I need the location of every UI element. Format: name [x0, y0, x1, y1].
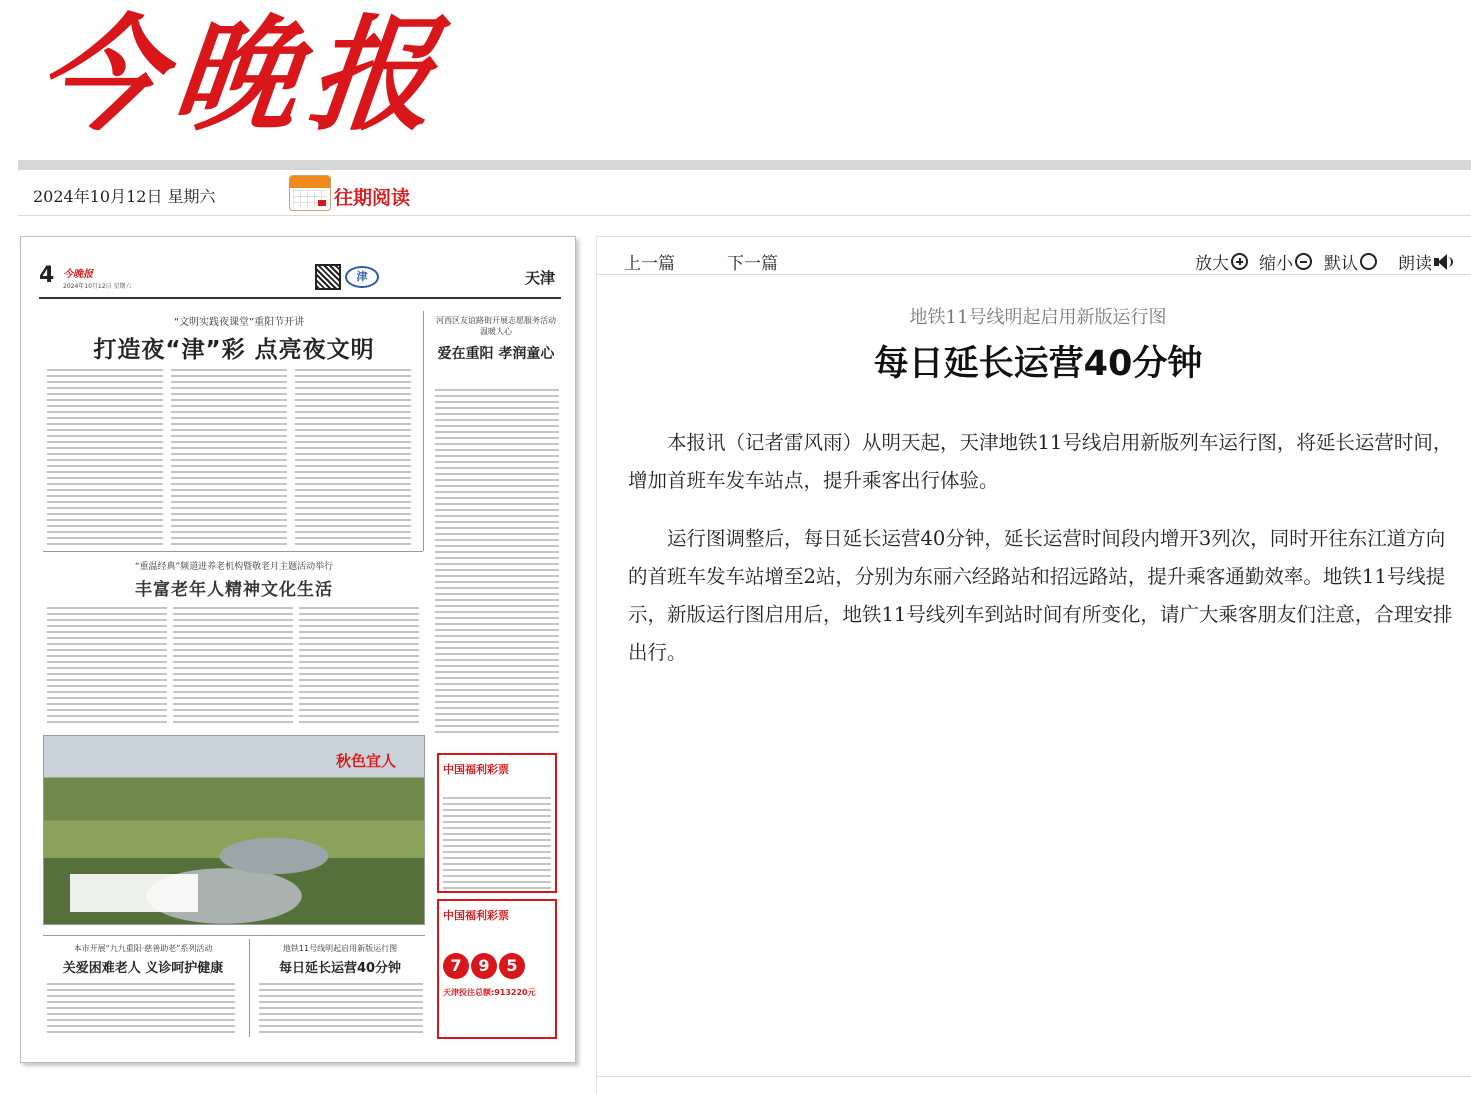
article-headline: 每日延长运营40分钟 — [873, 344, 1203, 384]
jin-badge: 津 — [345, 266, 379, 288]
story1-text-col3 — [295, 367, 411, 549]
column-rule — [423, 311, 424, 551]
archive-link[interactable]: 往期阅读 — [334, 187, 411, 209]
masthead — [0, 0, 1471, 160]
prev-article-link[interactable]: 上一篇 — [624, 254, 675, 274]
read-aloud-label: 朗读 — [1398, 254, 1432, 274]
lottery2-balls — [443, 953, 527, 979]
article-bottom-rule — [597, 1076, 1471, 1077]
photo-caption — [70, 874, 198, 912]
calendar-icon[interactable] — [289, 175, 331, 211]
story4-kicker: 本市开展“九九重阳·慈善助老”系列活动 — [73, 944, 213, 953]
logo-text: 今晚报 — [30, 3, 454, 148]
story5-text — [259, 981, 423, 1037]
lottery1-title: 中国福利彩票 — [443, 763, 509, 776]
lottery-ball: 7 — [443, 953, 469, 979]
story1-headline[interactable]: 打造夜“津”彩 点亮夜文明 — [93, 337, 375, 363]
next-article-link[interactable]: 下一篇 — [727, 254, 778, 274]
lottery2-amount: 天津投注总额:913220元 — [443, 988, 536, 997]
article-toolbar — [597, 236, 1471, 275]
story2-headline[interactable]: 爱在重阳 孝润童心 — [437, 346, 555, 362]
story4-headline[interactable]: 关爱困难老人 义诊呵护健康 — [62, 961, 224, 976]
article-subtitle: 地铁11号线明起启用新版运行图 — [909, 307, 1167, 328]
story1-text-col1 — [47, 367, 163, 549]
story4-text — [47, 981, 235, 1037]
section-rule — [43, 551, 423, 552]
newspaper-page — [39, 259, 561, 1039]
read-aloud-button[interactable] — [1398, 249, 1454, 274]
story1-kicker: “文明实践夜课堂”重阳节开讲 — [173, 317, 305, 328]
zoom-out-button[interactable] — [1259, 249, 1312, 274]
plus-circle-icon — [1231, 253, 1248, 270]
story3-headline[interactable]: 丰富老年人精神文化生活 — [135, 580, 333, 600]
qr-code-icon — [315, 264, 341, 290]
page-date: 2024年10月12日 星期六 — [63, 283, 132, 290]
story3-text-col2 — [173, 605, 293, 723]
lottery-box-1 — [437, 753, 557, 893]
story5-kicker: 地铁11号线明起启用新版运行图 — [282, 944, 398, 953]
article-panel — [596, 236, 1471, 1093]
minus-circle-icon — [1295, 253, 1312, 270]
article-body — [628, 424, 1454, 692]
reset-size-button[interactable] — [1324, 249, 1377, 274]
story1-text-col2 — [171, 367, 287, 549]
story2-kicker: 河西区友谊路街开展志愿服务活动温暖人心 — [436, 316, 556, 336]
page-number: 4 — [39, 263, 55, 288]
speaker-icon — [1434, 253, 1454, 271]
article-paragraph: 本报讯（记者雷风雨）从明天起，天津地铁11号线启用新版列车运行图，将延长运营时间，增加首班车发车站点，提升乘客出行体验。 — [628, 431, 1453, 492]
story3-text-col1 — [47, 605, 167, 723]
zoom-in-button[interactable] — [1195, 249, 1248, 274]
reset-label: 默认 — [1324, 254, 1358, 274]
date-bar — [18, 170, 1471, 216]
story5-headline[interactable]: 每日延长运营40分钟 — [278, 961, 402, 976]
newspaper-page-thumbnail[interactable] — [20, 236, 576, 1063]
issue-date: 2024年10月12日 星期六 — [33, 187, 216, 206]
lottery2-title: 中国福利彩票 — [443, 909, 509, 922]
page-section: 天津 — [524, 269, 555, 287]
page-header — [39, 259, 561, 299]
lottery1-table — [443, 795, 551, 889]
story3-kicker: “重温经典”频道进养老机构暨敬老月主题活动举行 — [134, 562, 334, 572]
article-paragraph: 运行图调整后，每日延长运营40分钟，延长运营时间段内增开3列次，同时开往东江道方向的首班车发车站增至2站，分别为东丽六经路站和招远路站，提升乘客通勤效率。地铁11号线提示，新版运行图启用后，地铁11号线列车到站时间有所变化，请广大乘客朋友们注意，合理安排出行。 — [628, 527, 1453, 664]
zoom-in-label: 放大 — [1195, 254, 1229, 274]
section-rule — [43, 935, 425, 936]
newspaper-logo[interactable] — [30, 3, 454, 148]
lottery-ball: 9 — [471, 953, 497, 979]
lottery-ball: 5 — [499, 953, 525, 979]
zoom-out-label: 缩小 — [1259, 254, 1293, 274]
story2-text — [435, 387, 559, 737]
photo-title: 秋色宜人 — [335, 752, 396, 770]
page-logo: 今晚报 — [63, 269, 93, 280]
story3-text-col3 — [299, 605, 419, 723]
column-rule — [249, 939, 250, 1037]
lottery-box-2 — [437, 899, 557, 1039]
page-photo[interactable] — [43, 735, 425, 925]
header-divider — [18, 160, 1471, 170]
circle-icon — [1360, 253, 1377, 270]
